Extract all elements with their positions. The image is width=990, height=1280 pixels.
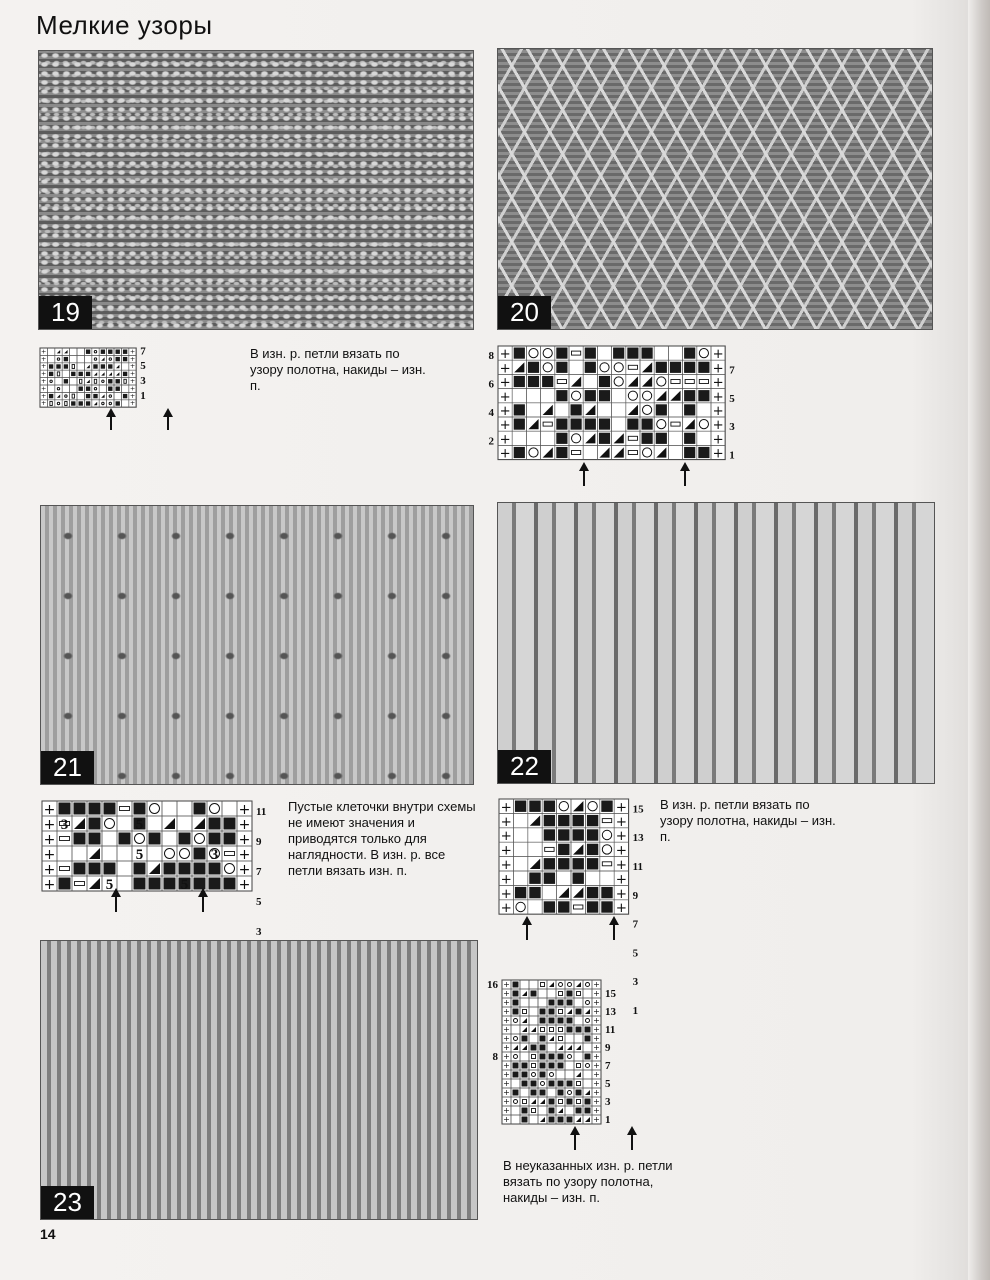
pattern-21-repeat-start-arrow: [115, 896, 117, 912]
pattern-21-caption: Пустые клеточки внутри схемы не имеют значения и приводятся только для наглядности. В изн. р. все петли вязать изн. п.: [288, 799, 476, 878]
chart-row-number: 8: [492, 1051, 498, 1063]
svg-text:+: +: [593, 1007, 600, 1016]
svg-text:+: +: [615, 800, 628, 816]
svg-text:+: +: [593, 1052, 600, 1061]
chart-row-number: 7: [729, 364, 735, 377]
svg-text:+: +: [238, 847, 251, 863]
svg-text:+: +: [499, 347, 511, 363]
pattern-20-grid: [480, 344, 760, 466]
svg-text:+: +: [503, 1043, 510, 1052]
svg-text:+: +: [41, 347, 47, 356]
svg-text:+: +: [500, 843, 512, 859]
svg-text:+: +: [593, 1097, 600, 1106]
svg-text:+: +: [503, 1070, 510, 1079]
pattern-19-photo: [38, 50, 474, 330]
page-edge-shadow: [968, 0, 990, 1280]
chart-row-number: 5: [256, 896, 262, 908]
svg-text:+: +: [41, 362, 47, 371]
pattern-22-repeat-start-arrow: [526, 924, 528, 940]
svg-text:+: +: [500, 901, 512, 917]
chart-inner-label: 5: [105, 877, 114, 893]
pattern-22-photo: [497, 502, 935, 784]
svg-text:+: +: [593, 1061, 600, 1070]
pattern-23-photo: [40, 940, 478, 1220]
pattern-21-chart: [40, 799, 280, 938]
svg-text:+: +: [499, 361, 511, 377]
svg-text:+: +: [593, 1043, 600, 1052]
chart-inner-label: 5: [180, 877, 189, 893]
svg-text:+: +: [615, 858, 628, 873]
svg-text:+: +: [129, 384, 136, 393]
chart-row-number: 13: [632, 832, 644, 845]
svg-text:+: +: [41, 399, 47, 408]
svg-text:+: +: [43, 862, 56, 878]
svg-text:+: +: [129, 377, 136, 385]
pattern-23-chart: [480, 978, 720, 1128]
chart-row-number: 9: [605, 1042, 611, 1054]
pattern-23-number: 23: [41, 1186, 94, 1219]
pattern-19-number: 19: [39, 296, 92, 329]
svg-text:+: +: [500, 814, 512, 830]
svg-text:+: +: [712, 404, 724, 419]
chart-inner-label: 5: [135, 847, 144, 863]
pattern-21-photo: [40, 505, 474, 785]
chart-row-number: 1: [729, 449, 735, 462]
chart-row-number: 3: [632, 976, 639, 989]
chart-row-number: 3: [729, 421, 735, 434]
pattern-23-grid: [480, 978, 720, 1128]
chart-row-number: 1: [632, 1005, 639, 1017]
pattern-21-repeat-end-arrow: [202, 896, 204, 912]
svg-text:+: +: [129, 391, 136, 400]
chart-row-number: 5: [140, 360, 146, 373]
pattern-23-caption: В неуказанных изн. р. петли вязать по узору полотна, накиды – изн. п.: [503, 1158, 673, 1205]
pattern-22-grid: [497, 797, 657, 1017]
chart-row-number: 9: [632, 889, 639, 902]
svg-text:+: +: [615, 872, 628, 888]
chart-row-number: 7: [632, 918, 639, 931]
pattern-20-number: 20: [498, 296, 551, 329]
pattern-19-repeat-end-arrow: [167, 416, 169, 430]
chart-row-number: 3: [140, 375, 146, 387]
svg-text:+: +: [615, 901, 628, 917]
svg-text:+: +: [129, 354, 136, 363]
svg-text:+: +: [503, 989, 510, 998]
pattern-21-grid: [40, 799, 280, 938]
svg-text:+: +: [129, 362, 136, 371]
chart-row-number: 1: [140, 389, 146, 402]
pattern-22-chart: [497, 797, 657, 1017]
svg-text:+: +: [500, 829, 512, 845]
pattern-19-grid: [38, 346, 238, 408]
svg-text:+: +: [503, 1088, 510, 1097]
svg-text:+: +: [503, 1034, 510, 1043]
chart-row-number: 16: [487, 979, 498, 991]
svg-text:+: +: [593, 1025, 600, 1034]
svg-text:+: +: [712, 389, 724, 405]
chart-row-number: 7: [605, 1060, 611, 1072]
chart-row-number: 11: [256, 806, 267, 818]
svg-text:+: +: [499, 404, 511, 419]
svg-text:+: +: [593, 980, 600, 989]
page-number: 14: [40, 1226, 56, 1242]
svg-text:+: +: [503, 1097, 510, 1106]
svg-text:+: +: [503, 1061, 510, 1070]
chart-row-number: 1: [605, 1114, 611, 1126]
svg-text:+: +: [503, 1007, 510, 1016]
chart-row-number: 7: [256, 866, 262, 878]
pattern-22-number: 22: [498, 750, 551, 783]
svg-text:+: +: [503, 998, 510, 1007]
pattern-20-photo: [497, 48, 933, 330]
svg-text:+: +: [615, 843, 628, 859]
pattern-20-repeat-start-arrow: [583, 470, 585, 486]
chart-row-number: 15: [605, 988, 616, 1000]
pattern-23-repeat-start-arrow: [574, 1134, 576, 1150]
svg-text:+: +: [503, 1106, 510, 1115]
chart-inner-label: 5: [135, 817, 144, 833]
svg-text:+: +: [129, 369, 136, 378]
svg-text:+: +: [503, 1016, 510, 1025]
svg-text:+: +: [712, 418, 724, 434]
svg-text:+: +: [41, 384, 47, 393]
svg-text:+: +: [503, 1115, 510, 1124]
svg-text:+: +: [500, 800, 512, 816]
svg-text:+: +: [593, 1106, 600, 1115]
svg-text:+: +: [500, 872, 512, 888]
chart-row-number: 7: [140, 345, 146, 358]
chart-row-number: 5: [729, 392, 735, 405]
svg-text:+: +: [43, 877, 56, 893]
svg-text:+: +: [43, 802, 56, 818]
svg-text:+: +: [712, 347, 724, 363]
svg-text:+: +: [500, 858, 512, 873]
svg-text:+: +: [41, 377, 47, 385]
svg-text:+: +: [499, 446, 511, 462]
svg-text:+: +: [238, 877, 251, 893]
svg-text:+: +: [43, 847, 56, 863]
pattern-19-chart: [38, 346, 238, 408]
chart-row-number: 5: [632, 947, 639, 960]
chart-row-number: 6: [488, 378, 494, 391]
pattern-21-number: 21: [41, 751, 94, 784]
pattern-20-chart: [480, 344, 760, 466]
chart-row-number: 11: [605, 1024, 616, 1036]
svg-text:+: +: [41, 391, 47, 400]
chart-row-number: 3: [605, 1096, 611, 1108]
svg-text:+: +: [238, 862, 251, 878]
svg-text:+: +: [593, 1070, 600, 1079]
svg-text:+: +: [503, 980, 510, 989]
chart-row-number: 2: [488, 435, 494, 448]
svg-text:+: +: [593, 1034, 600, 1043]
pattern-23-repeat-end-arrow: [631, 1134, 633, 1150]
svg-text:+: +: [615, 814, 628, 830]
chart-inner-label: 3: [210, 847, 219, 863]
chart-row-number: 11: [632, 861, 644, 873]
svg-text:+: +: [43, 817, 56, 833]
chart-row-number: 3: [256, 926, 262, 938]
svg-text:+: +: [238, 817, 251, 833]
svg-text:+: +: [503, 1025, 510, 1034]
svg-text:+: +: [499, 418, 511, 434]
svg-text:+: +: [593, 1088, 600, 1097]
svg-text:+: +: [593, 1079, 600, 1088]
chart-row-number: 15: [632, 803, 644, 816]
svg-text:+: +: [615, 829, 628, 845]
svg-text:+: +: [503, 1079, 510, 1088]
svg-text:+: +: [499, 389, 511, 405]
chart-row-number: 4: [488, 407, 494, 419]
svg-text:+: +: [712, 375, 724, 391]
svg-text:+: +: [712, 432, 724, 448]
pattern-22-caption: В изн. р. петли вязать по узору полотна, накиды – изн. п.: [660, 797, 836, 844]
svg-text:+: +: [500, 886, 512, 902]
pattern-22-repeat-end-arrow: [613, 924, 615, 940]
pattern-20-repeat-end-arrow: [684, 470, 686, 486]
chart-row-number: 13: [605, 1006, 616, 1018]
svg-text:+: +: [499, 432, 511, 448]
svg-text:+: +: [615, 886, 628, 902]
svg-text:+: +: [712, 446, 724, 462]
svg-text:+: +: [593, 998, 600, 1007]
pattern-19-caption: В изн. р. петли вязать по узору полотна, накиды – изн. п.: [250, 346, 426, 393]
svg-text:+: +: [593, 989, 600, 998]
pattern-19-repeat-start-arrow: [110, 416, 112, 430]
svg-text:+: +: [41, 354, 47, 363]
svg-text:+: +: [499, 375, 511, 391]
svg-text:+: +: [43, 832, 56, 848]
svg-text:+: +: [503, 1052, 510, 1061]
page-title: Мелкие узоры: [36, 10, 213, 40]
svg-text:+: +: [41, 369, 47, 378]
chart-row-number: 8: [488, 350, 494, 363]
chart-row-number: 9: [256, 836, 262, 848]
chart-row-number: 5: [605, 1078, 611, 1090]
svg-text:+: +: [593, 1016, 600, 1025]
svg-text:+: +: [129, 347, 136, 356]
svg-text:+: +: [712, 361, 724, 377]
chart-inner-label: 3: [60, 817, 69, 833]
svg-text:+: +: [593, 1115, 600, 1124]
svg-text:+: +: [129, 399, 136, 408]
svg-text:+: +: [238, 802, 251, 818]
svg-text:+: +: [238, 832, 251, 848]
